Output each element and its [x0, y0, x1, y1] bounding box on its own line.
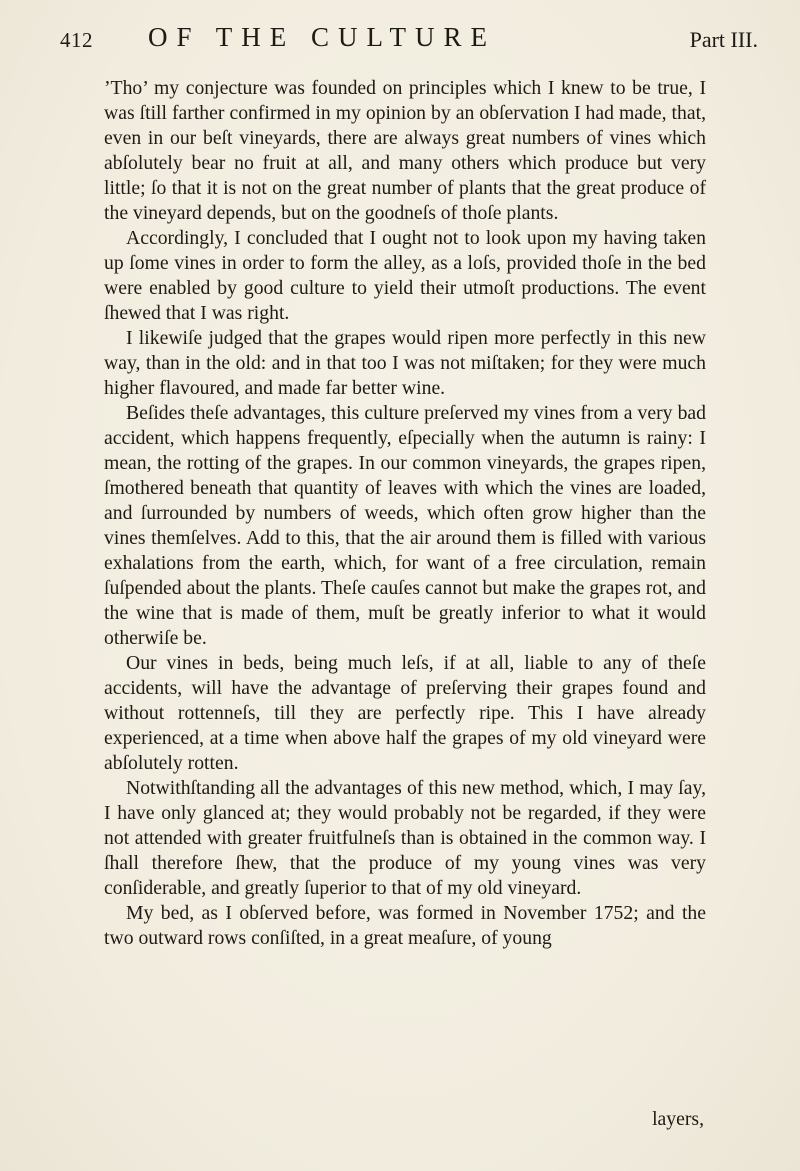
paragraph-6: Notwithſtanding all the advantages of this new method, which, I may ſay, I have only glanced at; they would probably not be regarded, if they were not attended with greater fruitfulneſs than is obtained in the common way. I ſhall therefore ſhew, that the produce of my young vines was very conſiderable, and greatly ſuperior to that of my old vineyard.: [104, 777, 706, 899]
paragraph-7: My bed, as I obſerved before, was formed in November 1752; and the two outward rows conſiſted, in a great meaſure, of young: [104, 902, 706, 949]
page-number: 412: [60, 28, 93, 52]
body-text: [104, 76, 706, 951]
running-head: OF THE CULTURE: [148, 22, 497, 52]
paragraph-2: Accordingly, I concluded that I ought not to look upon my having taken up ſome vines in order to form the alley, as a loſs, provided thoſe in the bed were enabled by good culture to yield their utmoſt productions. The event ſhewed that I was right.: [104, 227, 706, 324]
part-label: Part III.: [689, 27, 758, 52]
catchword: layers,: [652, 1108, 704, 1130]
page-header: [60, 22, 758, 62]
paragraph-3: I likewiſe judged that the grapes would ripen more perfectly in this new way, than in the old: and in that too I was not miſtaken; for they were much higher flavoured, and made far better wine.: [104, 327, 706, 399]
paragraph-5: Our vines in beds, being much leſs, if at all, liable to any of theſe accidents, will have the advantage of preſerving their grapes found and without rottenneſs, till they are perfectly ripe. This I have already experienced, at a time when above half the grapes of my old vineyard were abſolutely rotten.: [104, 652, 706, 774]
paragraph-1: ’Tho’ my conjecture was founded on principles which I knew to be true, I was ſtill farther confirmed in my opinion by an obſervation I had made, that, even in our beſt vineyards, there are always great numbers of vines which abſolutely bear no fruit at all, and many others which produce but very little; ſo that it is not on the great number of plants that the great produce of the vineyard depends, but on the goodneſs of thoſe plants.: [104, 77, 706, 224]
paragraph-4: Beſides theſe advantages, this culture preſerved my vines from a very bad accident, which happens frequently, eſpecially when the autumn is rainy: I mean, the rotting of the grapes. In our common vineyards, the grapes ripen, ſmothered beneath that quantity of leaves with which the vines are loaded, and ſurrounded by numbers of weeds, which often grow higher than the vines themſelves. Add to this, that the air around them is filled with various exhalations from the earth, which, for want of a free circulation, remain ſuſpended about the plants. Theſe cauſes cannot but make the grapes rot, and the wine that is made of them, muſt be greatly inferior to what it would otherwiſe be.: [104, 402, 706, 649]
